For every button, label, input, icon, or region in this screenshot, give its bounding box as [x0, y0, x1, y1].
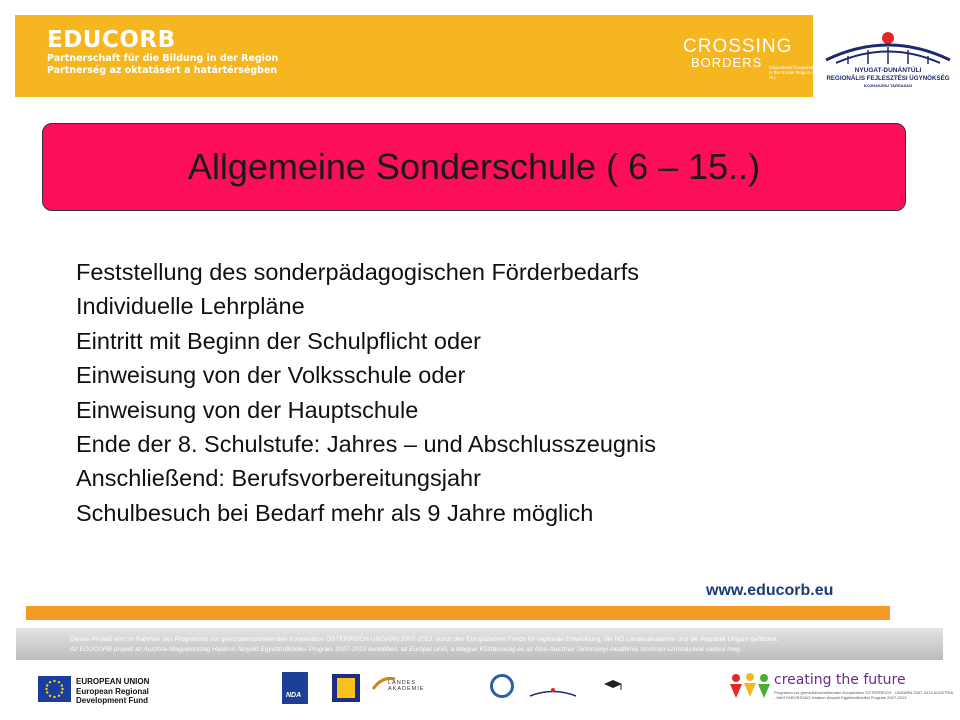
crossing-line2: BORDERS [691, 55, 763, 70]
nda-logo [282, 672, 308, 704]
footer-divider [26, 606, 890, 620]
content-line: Schulbesuch bei Bedarf mehr als 9 Jahre möglich [76, 499, 594, 526]
slide-title: Allgemeine Sonderschule ( 6 – 15..) [187, 146, 761, 187]
content-list [76, 255, 656, 530]
header-banner [15, 15, 819, 97]
content-line: Ende der 8. Schulstufe: Jahres – und Abschlusszeugnis [76, 431, 657, 458]
creating-future-title: creating the future [774, 672, 906, 688]
eu-line2: European Regional [76, 686, 149, 696]
noe-n-icon [337, 678, 355, 698]
content-line: Eintritt mit Beginn der Schulpflicht oder [76, 327, 481, 354]
funding-notice [16, 628, 943, 660]
creating-future-subtitle: Programm zur grenzüberschreitenden Kooperation ÖSTERREICH - UNGARN 2007-2013 AUSZTRIA - MAGYARORSZÁG Határon Átnyúló Együttműködési Program 2007-2013 [774, 690, 953, 700]
funding-note-hu: Az EDUCORB projekt az Ausztria-Magyarország Határon Átnyúló Együttműködési Program 2007-2013 keretében, az Európai Unió, a Magyar Köztársaság és az Alsó-Ausztriai Tartományi Akadémia társfinan-szírozásával valósul meg. [70, 646, 742, 653]
agency-line2: REGIONÁLIS FEJLESZTÉSI ÜGYNÖKSÉG [826, 75, 950, 82]
noe-logo [332, 674, 360, 702]
crossing-line1: CROSSING [683, 36, 793, 57]
crossing-subtitle: Educational Cooperation in the Border Region AT-HU [769, 65, 819, 80]
nda-label: NDA [286, 692, 302, 699]
content-line: Feststellung des sonderpädagogischen Förderbedarfs [76, 259, 640, 285]
agency-line1: NYUGAT-DUNÁNTÚLI [854, 67, 922, 74]
crossing-borders-logo [683, 36, 819, 80]
agency-small-logo [528, 684, 578, 694]
brand-subtitle-de: Partnerschaft für die Bildung in der Region [47, 53, 279, 64]
brand-title: EDUCORB [47, 27, 176, 53]
landesakademie-label: LANDES AKADEMIE [388, 680, 425, 692]
educorb-brand [47, 27, 278, 77]
eu-fund-label [76, 677, 149, 706]
eu-line3: Development Fund [76, 696, 149, 705]
content-line: Individuelle Lehrpläne [76, 293, 305, 320]
school-logo [592, 680, 634, 704]
slide-title-box [42, 123, 906, 211]
eu-line1: EUROPEAN UNION [76, 677, 150, 686]
agency-emblem-icon [818, 30, 958, 66]
funding-note-de: Dieses Projekt wird im Rahmen des Programms zur grenzüberschreitenden Kooperation ÖSTERREICH-UNGARN 2007-2013, durch den Europäischen Fonds für regionale Entwicklung, die NÖ Landesakademie und die Republik Ungarn gefördert. [70, 636, 779, 643]
content-line: Einweisung von der Hauptschule [76, 396, 419, 423]
brand-subtitle-hu: Partnerség az oktatásért a határtérségben [47, 65, 278, 76]
website-url[interactable]: www.educorb.eu [706, 582, 834, 599]
agency-line3: KOZHASZNU TARSASAG [863, 83, 913, 88]
eu-flag-icon [38, 676, 71, 702]
creating-future-figures-icon [728, 672, 772, 702]
content-line: Einweisung von der Volksschule oder [76, 362, 466, 389]
agency-logo [818, 30, 958, 90]
content-line: Anschließend: Berufsvorbereitungsjahr [76, 465, 481, 492]
partner-circle-logo [490, 674, 514, 698]
landesakademie-logo [372, 676, 442, 704]
